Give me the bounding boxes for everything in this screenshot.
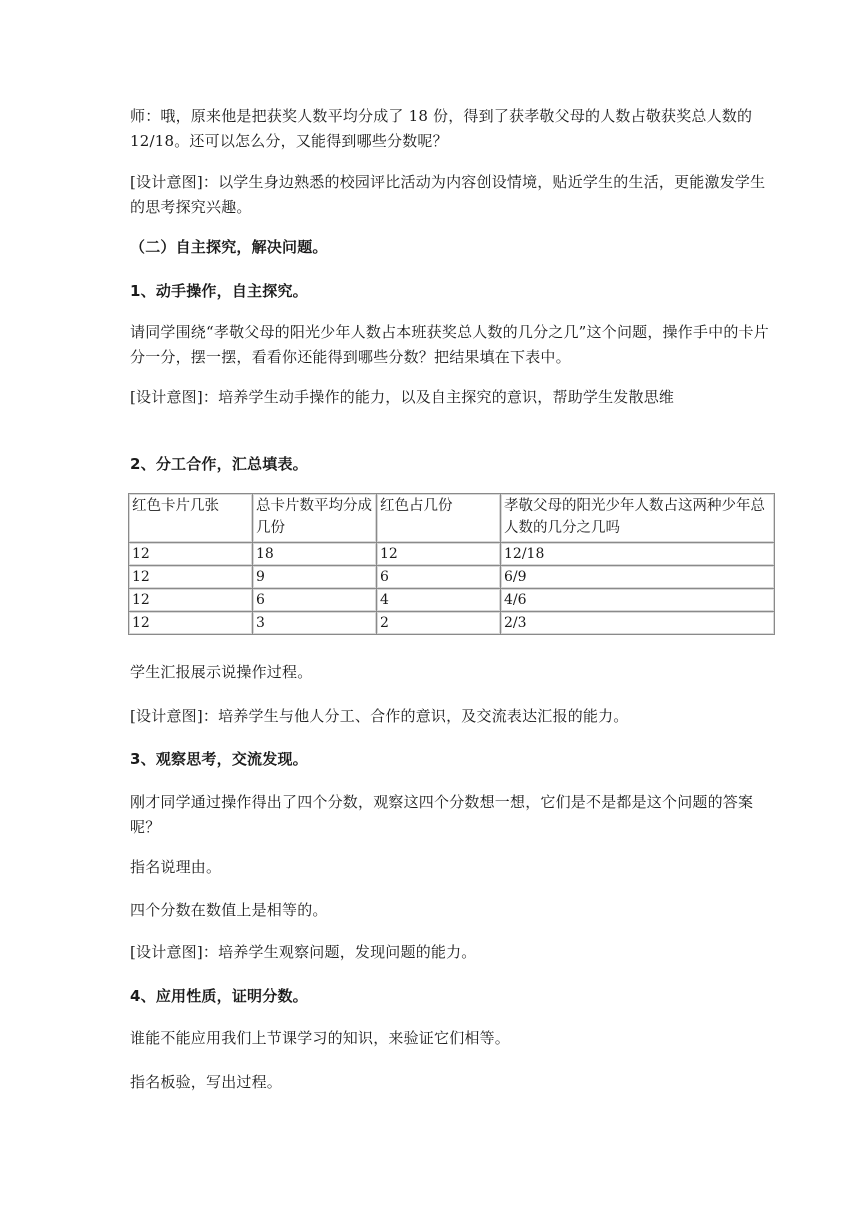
step-heading-1: 1、动手操作，自主探究。 <box>130 282 308 300</box>
step-heading-4: 4、应用性质，证明分数。 <box>130 987 308 1005</box>
table-row <box>129 543 775 566</box>
table-cell: 9 <box>253 566 377 589</box>
verify-paragraph: 谁能不能应用我们上节课学习的知识，来验证它们相等。 <box>130 1029 511 1047</box>
table-cell: 12 <box>129 566 253 589</box>
report-paragraph: 学生汇报展示说操作过程。 <box>130 663 313 681</box>
table-cell: 2 <box>377 612 501 635</box>
table-cell: 2/3 <box>501 612 775 635</box>
design-intent-1: [设计意图]：以学生身边熟悉的校园评比活动为内容创设情境，贴近学生的生活，更能激发学生的思考探究兴趣。 <box>130 173 766 216</box>
table-row <box>129 612 775 635</box>
table-cell: 12 <box>129 589 253 612</box>
design-intent-4: [设计意图]：培养学生观察问题，发现问题的能力。 <box>130 943 477 961</box>
step-heading-3: 3、观察思考，交流发现。 <box>130 750 308 768</box>
table-row <box>129 589 775 612</box>
table-cell: 6/9 <box>501 566 775 589</box>
table-cell: 12 <box>377 543 501 566</box>
board-paragraph: 指名板验，写出过程。 <box>130 1073 283 1091</box>
table-header-cell: 红色卡片几张 <box>129 494 253 543</box>
step-heading-2: 2、分工合作，汇总填表。 <box>130 455 308 473</box>
observe-paragraph: 刚才同学通过操作得出了四个分数，观察这四个分数想一想，它们是不是都是这个问题的答案呢？ <box>130 793 754 836</box>
table-header-cell: 孝敬父母的阳光少年人数占这两种少年总人数的几分之几吗 <box>501 494 775 543</box>
equal-paragraph: 四个分数在数值上是相等的。 <box>130 901 328 919</box>
table-header-cell: 红色占几份 <box>377 494 501 543</box>
instruction-paragraph: 请同学围绕“孝敬父母的阳光少年人数占本班获奖总人数的几分之几”这个问题，操作手中的卡片分一分，摆一摆，看看你还能得到哪些分数？把结果填在下表中。 <box>130 323 769 366</box>
table-cell: 6 <box>377 566 501 589</box>
table-cell: 12/18 <box>501 543 775 566</box>
design-intent-3: [设计意图]：培养学生与他人分工、合作的意识，及交流表达汇报的能力。 <box>130 707 629 725</box>
section-heading-2: （二）自主探究，解决问题。 <box>130 238 328 256</box>
table-header-row <box>129 494 775 543</box>
reason-paragraph: 指名说理由。 <box>130 858 222 876</box>
table-cell: 18 <box>253 543 377 566</box>
table-cell: 12 <box>129 612 253 635</box>
design-intent-2: [设计意图]：培养学生动手操作的能力，以及自主探究的意识，帮助学生发散思维 <box>130 388 675 406</box>
table-cell: 12 <box>129 543 253 566</box>
table-cell: 4 <box>377 589 501 612</box>
table-header-cell: 总卡片数平均分成几份 <box>253 494 377 543</box>
results-table <box>128 493 775 635</box>
table-cell: 3 <box>253 612 377 635</box>
table-row <box>129 566 775 589</box>
teacher-paragraph: 师：哦，原来他是把获奖人数平均分成了 18 份，得到了获孝敬父母的人数占敬获奖总人数的 12/18。还可以怎么分，又能得到哪些分数呢？ <box>130 107 753 150</box>
table-cell: 6 <box>253 589 377 612</box>
table-cell: 4/6 <box>501 589 775 612</box>
